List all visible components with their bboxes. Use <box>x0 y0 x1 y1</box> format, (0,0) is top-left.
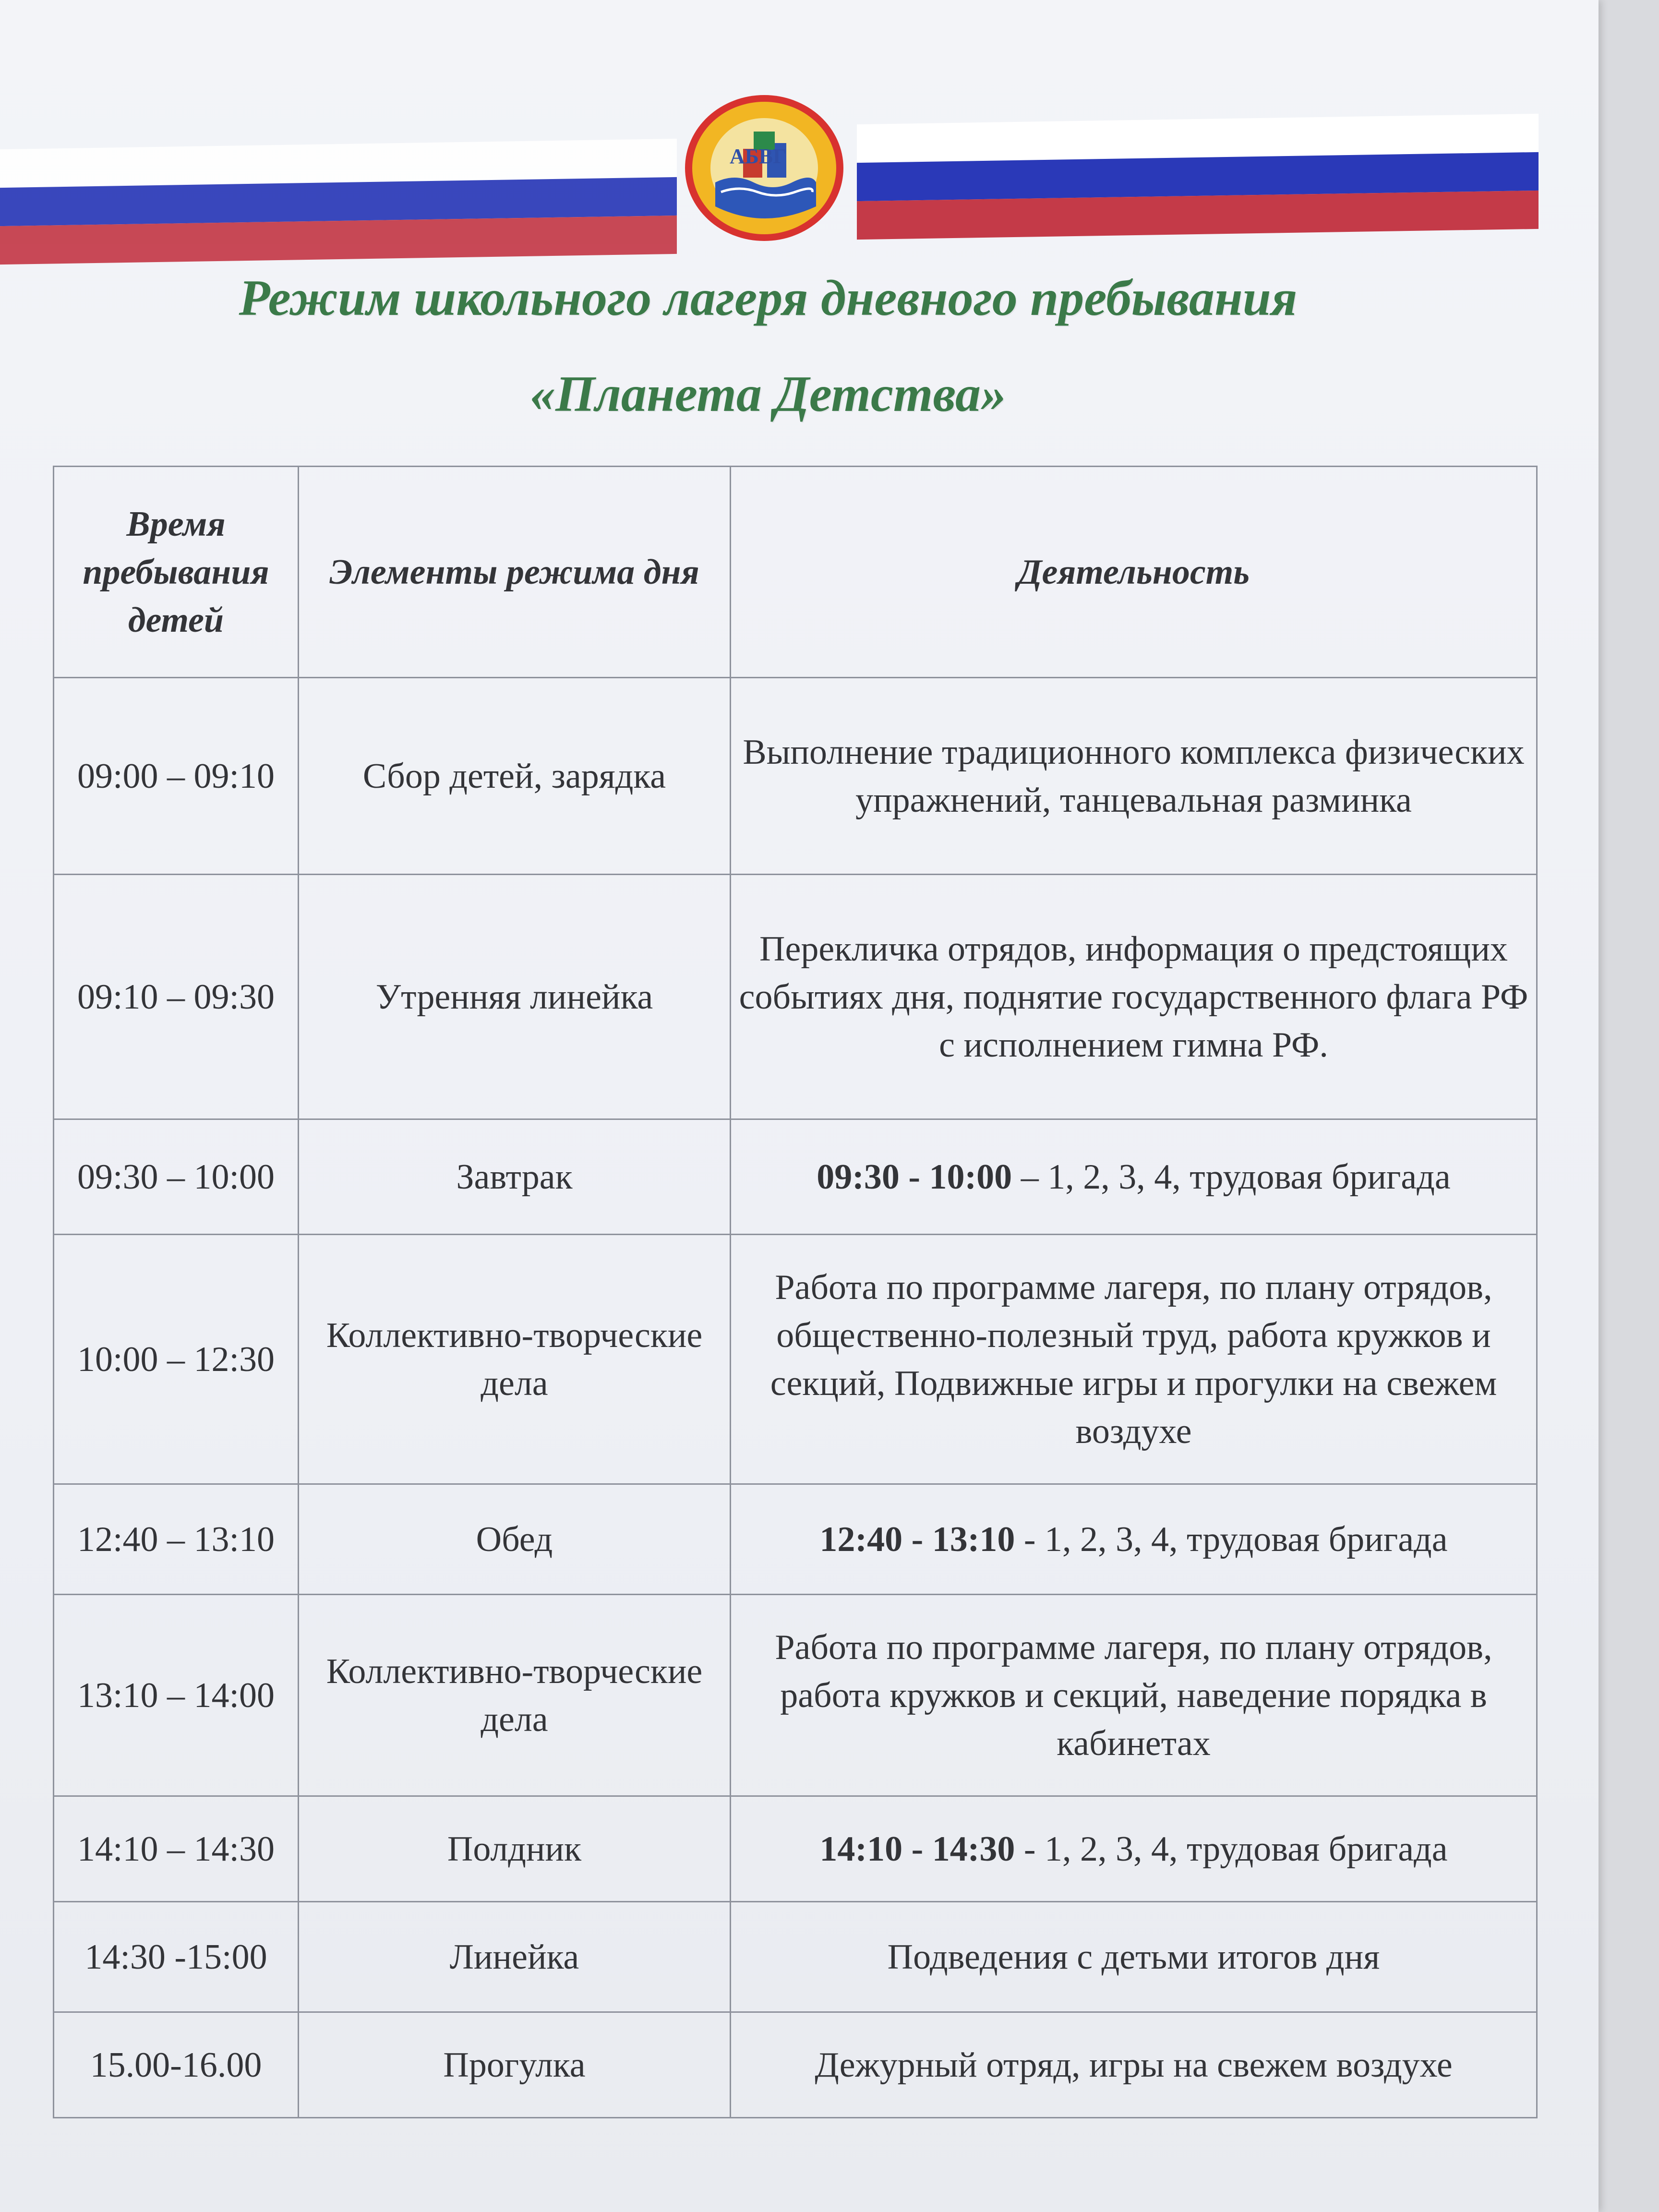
activity-cell <box>731 1595 1537 1796</box>
activity-cell <box>731 678 1537 875</box>
activity-text: Подведения с детьми итогов дня <box>887 1937 1380 1977</box>
activity-text: Дежурный отряд, игры на свежем воздухе <box>815 2045 1453 2085</box>
page-title: Режим школьного лагеря дневного пребывания <box>239 270 1298 326</box>
time-cell: 12:40 – 13:10 <box>54 1484 299 1595</box>
time-cell: 09:00 – 09:10 <box>54 678 299 875</box>
activity-time-bold: 09:30 - 10:00 <box>817 1157 1012 1197</box>
element-cell: Прогулка <box>299 2012 731 2118</box>
activity-cell <box>731 1484 1537 1595</box>
table-row <box>54 1595 1537 1796</box>
table-row <box>54 1119 1537 1235</box>
activity-text: - 1, 2, 3, 4, трудовая бригада <box>1015 1829 1448 1869</box>
table-header-row <box>54 467 1537 678</box>
activity-text: Перекличка отрядов, информация о предстоящих событиях дня, поднятие государственного флага РФ с исполнением гимна РФ. <box>739 929 1528 1065</box>
activity-cell <box>731 1235 1537 1484</box>
russian-flag-right <box>857 114 1539 240</box>
time-cell: 09:30 – 10:00 <box>54 1119 299 1235</box>
russian-flag-left <box>0 139 677 264</box>
activity-text: Работа по программе лагеря, по плану отрядов, работа кружков и секций, наведение порядка в кабинетах <box>775 1627 1492 1763</box>
table-row <box>54 2012 1537 2118</box>
table-row <box>54 1484 1537 1595</box>
activity-text: Выполнение традиционного комплекса физических упражнений, танцевальная разминка <box>743 732 1525 820</box>
activity-cell <box>731 2012 1537 2118</box>
element-cell: Полдник <box>299 1796 731 1902</box>
header-activity: Деятельность <box>731 467 1537 678</box>
activity-time-bold: 14:10 - 14:30 <box>819 1829 1015 1869</box>
element-cell: Линейка <box>299 1902 731 2012</box>
time-cell: 14:30 -15:00 <box>54 1902 299 2012</box>
table-row <box>54 1235 1537 1484</box>
table-row <box>54 1796 1537 1902</box>
activity-cell <box>731 1119 1537 1235</box>
activity-text: – 1, 2, 3, 4, трудовая бригада <box>1012 1157 1451 1197</box>
activity-cell <box>731 1902 1537 2012</box>
header-element: Элементы режима дня <box>299 467 731 678</box>
element-cell: Утренняя линейка <box>299 875 731 1119</box>
activity-text: Работа по программе лагеря, по плану отрядов, общественно-полезный труд, работа кружков и секций, Подвижные игры и прогулки на свежем воздухе <box>770 1267 1497 1451</box>
camp-emblem-logo <box>682 91 847 245</box>
activity-text: - 1, 2, 3, 4, трудовая бригада <box>1015 1519 1448 1559</box>
activity-cell <box>731 1796 1537 1902</box>
time-cell: 14:10 – 14:30 <box>54 1796 299 1902</box>
element-cell: Коллективно-творческие дела <box>299 1595 731 1796</box>
element-cell: Обед <box>299 1484 731 1595</box>
header-time: Время пребывания детей <box>54 467 299 678</box>
element-cell: Завтрак <box>299 1119 731 1235</box>
camp-name: «Планета Детства» <box>530 366 1006 422</box>
table-row <box>54 1902 1537 2012</box>
time-cell: 15.00-16.00 <box>54 2012 299 2118</box>
activity-time-bold: 12:40 - 13:10 <box>819 1519 1015 1559</box>
schedule-table <box>53 466 1538 2118</box>
time-cell: 10:00 – 12:30 <box>54 1235 299 1484</box>
element-cell: Коллективно-творческие дела <box>299 1235 731 1484</box>
activity-cell <box>731 875 1537 1119</box>
table-row <box>54 678 1537 875</box>
time-cell: 13:10 – 14:00 <box>54 1595 299 1796</box>
element-cell: Сбор детей, зарядка <box>299 678 731 875</box>
logo-letter-a: АБВГ <box>730 144 787 168</box>
table-row <box>54 875 1537 1119</box>
time-cell: 09:10 – 09:30 <box>54 875 299 1119</box>
